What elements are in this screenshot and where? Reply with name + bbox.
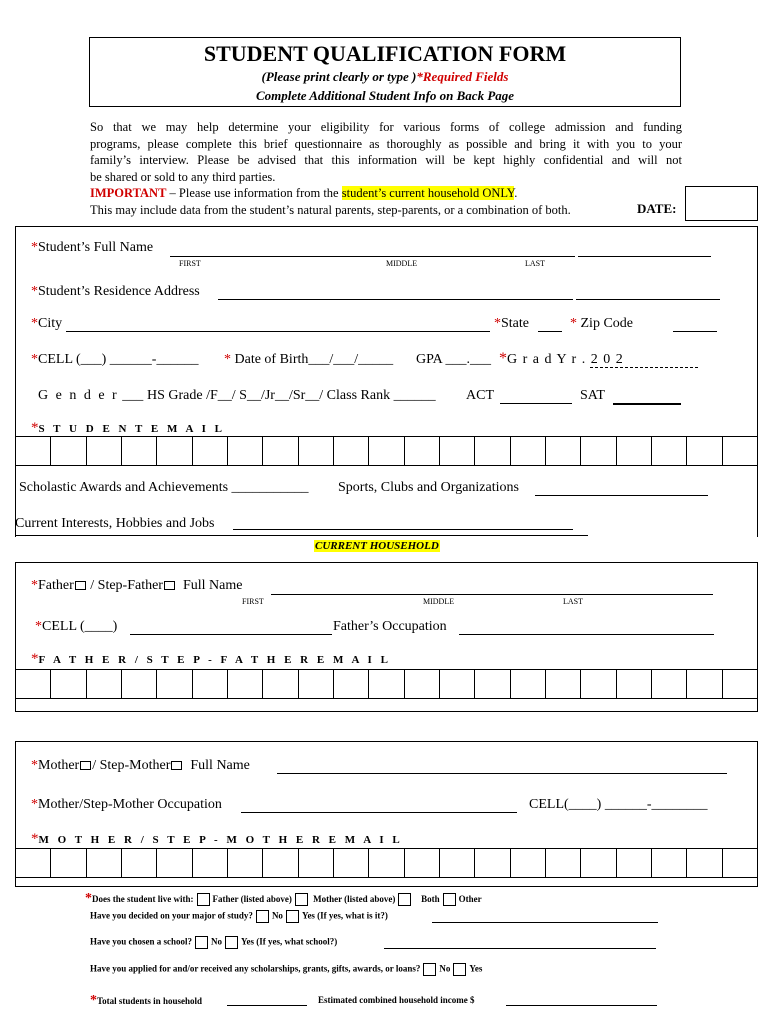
total-students-label: *Total students in household [90, 993, 202, 1008]
live-with-father-checkbox[interactable] [197, 893, 210, 906]
interests-label: Current Interests, Hobbies and Jobs [15, 516, 215, 531]
zip-label: * Zip Code [570, 316, 633, 331]
sports-label: Sports, Clubs and Organizations [338, 480, 519, 495]
live-with-question: *Does the student live with: Father (listed above) Mother (listed above) Both Other [85, 891, 482, 906]
step-father-checkbox[interactable] [164, 581, 175, 590]
intro-paragraph: So that we may help determine your eligibility for various forms of college admission and funding programs, please complete this brief questionnaire as thoroughly as possible and bring it with you to your family’s interview. Please be advised that this information will be kept highly confidential and will not be shared or sold to any third parties. IMPORTANT – Please use information from the student’s current household ONLY. This may include data from the student’s natural parents, step-parents, or a combination of both. [90, 120, 682, 217]
mother-occupation-field[interactable] [241, 812, 517, 813]
scholarship-question: Have you applied for and/or received any scholarships, grants, gifts, awards, or loans? No Yes [90, 963, 482, 976]
city-label: *City [31, 316, 63, 331]
student-email-label: *S T U D E N T E M A I L [31, 420, 225, 436]
dob-label: * Date of Birth___/___/_____ [224, 352, 394, 367]
sports-field[interactable] [535, 495, 708, 496]
father-occupation-field[interactable] [459, 634, 714, 635]
mother-checkbox[interactable] [80, 761, 91, 770]
step-mother-checkbox[interactable] [171, 761, 182, 770]
full-name-label: *Student’s Full Name [31, 240, 154, 255]
header-subtitle: (Please print clearly or type )*Required Fields [261, 69, 509, 84]
act-label: ACT [466, 388, 494, 403]
grad-year-label: *G r a d Y r . 2 0 2 [499, 350, 624, 367]
gpa-label: GPA ___.___ [416, 352, 491, 367]
awards-label: Scholastic Awards and Achievements ___________ [19, 480, 309, 495]
act-field[interactable] [500, 403, 572, 404]
grad-year-field[interactable] [590, 367, 698, 368]
sat-field[interactable] [613, 403, 681, 405]
live-with-placeholder-checkbox[interactable] [398, 893, 411, 906]
address-field[interactable] [218, 299, 573, 300]
major-question: Have you decided on your major of study? No Yes (If yes, what is it?) [90, 910, 388, 923]
mother-cell-label: CELL(____) ______-________ [529, 797, 708, 812]
live-with-mother-checkbox[interactable] [295, 893, 308, 906]
scholarship-no-checkbox[interactable] [423, 963, 436, 976]
school-field[interactable] [384, 948, 656, 949]
major-yes-checkbox[interactable] [286, 910, 299, 923]
father-label: *Father / Step-Father Full Name [31, 578, 243, 593]
income-label: Estimated combined household income $ [318, 995, 475, 1005]
father-name-field[interactable] [271, 594, 713, 595]
mother-email-grid[interactable] [15, 848, 758, 878]
scholarship-yes-checkbox[interactable] [453, 963, 466, 976]
state-field[interactable] [538, 331, 562, 332]
mother-email-label: *M O T H E R / S T E P - M O T H E R E M A I L [31, 831, 403, 847]
mother-label: *Mother / Step-Mother Full Name [31, 758, 250, 773]
gender-label: G e n d e r ___ [38, 388, 144, 403]
major-field[interactable] [432, 922, 658, 923]
school-yes-checkbox[interactable] [225, 936, 238, 949]
father-occupation-label: Father’s Occupation [333, 619, 447, 634]
sat-label: SAT [580, 388, 605, 403]
important-note: IMPORTANT – Please use information from the student’s current household ONLY. [90, 186, 518, 201]
father-cell-field[interactable] [130, 634, 332, 635]
live-with-both-checkbox[interactable] [443, 893, 456, 906]
father-email-grid[interactable] [15, 669, 758, 699]
mother-occupation-label: *Mother/Step-Mother Occupation [31, 797, 222, 812]
current-household-label: CURRENT HOUSEHOLD [315, 540, 439, 552]
date-label: DATE: [637, 201, 677, 216]
hs-grade-label: HS Grade /F__/ S__/Jr__/Sr__/ Class Rank ______ [147, 388, 436, 403]
total-students-field[interactable] [227, 1005, 307, 1006]
zip-field[interactable] [673, 331, 717, 332]
father-email-label: *F A T H E R / S T E P - F A T H E R E M A I L [31, 651, 391, 667]
school-question: Have you chosen a school? No Yes (If yes, what school?) [90, 936, 337, 949]
header-subtitle-2: Complete Additional Student Info on Back Page [255, 88, 515, 103]
interests-field[interactable] [233, 529, 573, 530]
state-label: *State [494, 316, 529, 331]
school-no-checkbox[interactable] [195, 936, 208, 949]
city-field[interactable] [66, 331, 490, 332]
mother-name-field[interactable] [277, 773, 727, 774]
address-label: *Student’s Residence Address [31, 284, 200, 299]
student-email-grid[interactable] [15, 436, 758, 466]
form-title: STUDENT QUALIFICATION FORM [203, 41, 567, 66]
full-name-field[interactable] [170, 256, 575, 257]
father-checkbox[interactable] [75, 581, 86, 590]
cell-label: *CELL (___) ______-______ [31, 352, 199, 367]
date-field[interactable] [685, 186, 758, 221]
father-cell-label: *CELL (____) [35, 619, 118, 634]
major-no-checkbox[interactable] [256, 910, 269, 923]
income-field[interactable] [506, 1005, 657, 1006]
